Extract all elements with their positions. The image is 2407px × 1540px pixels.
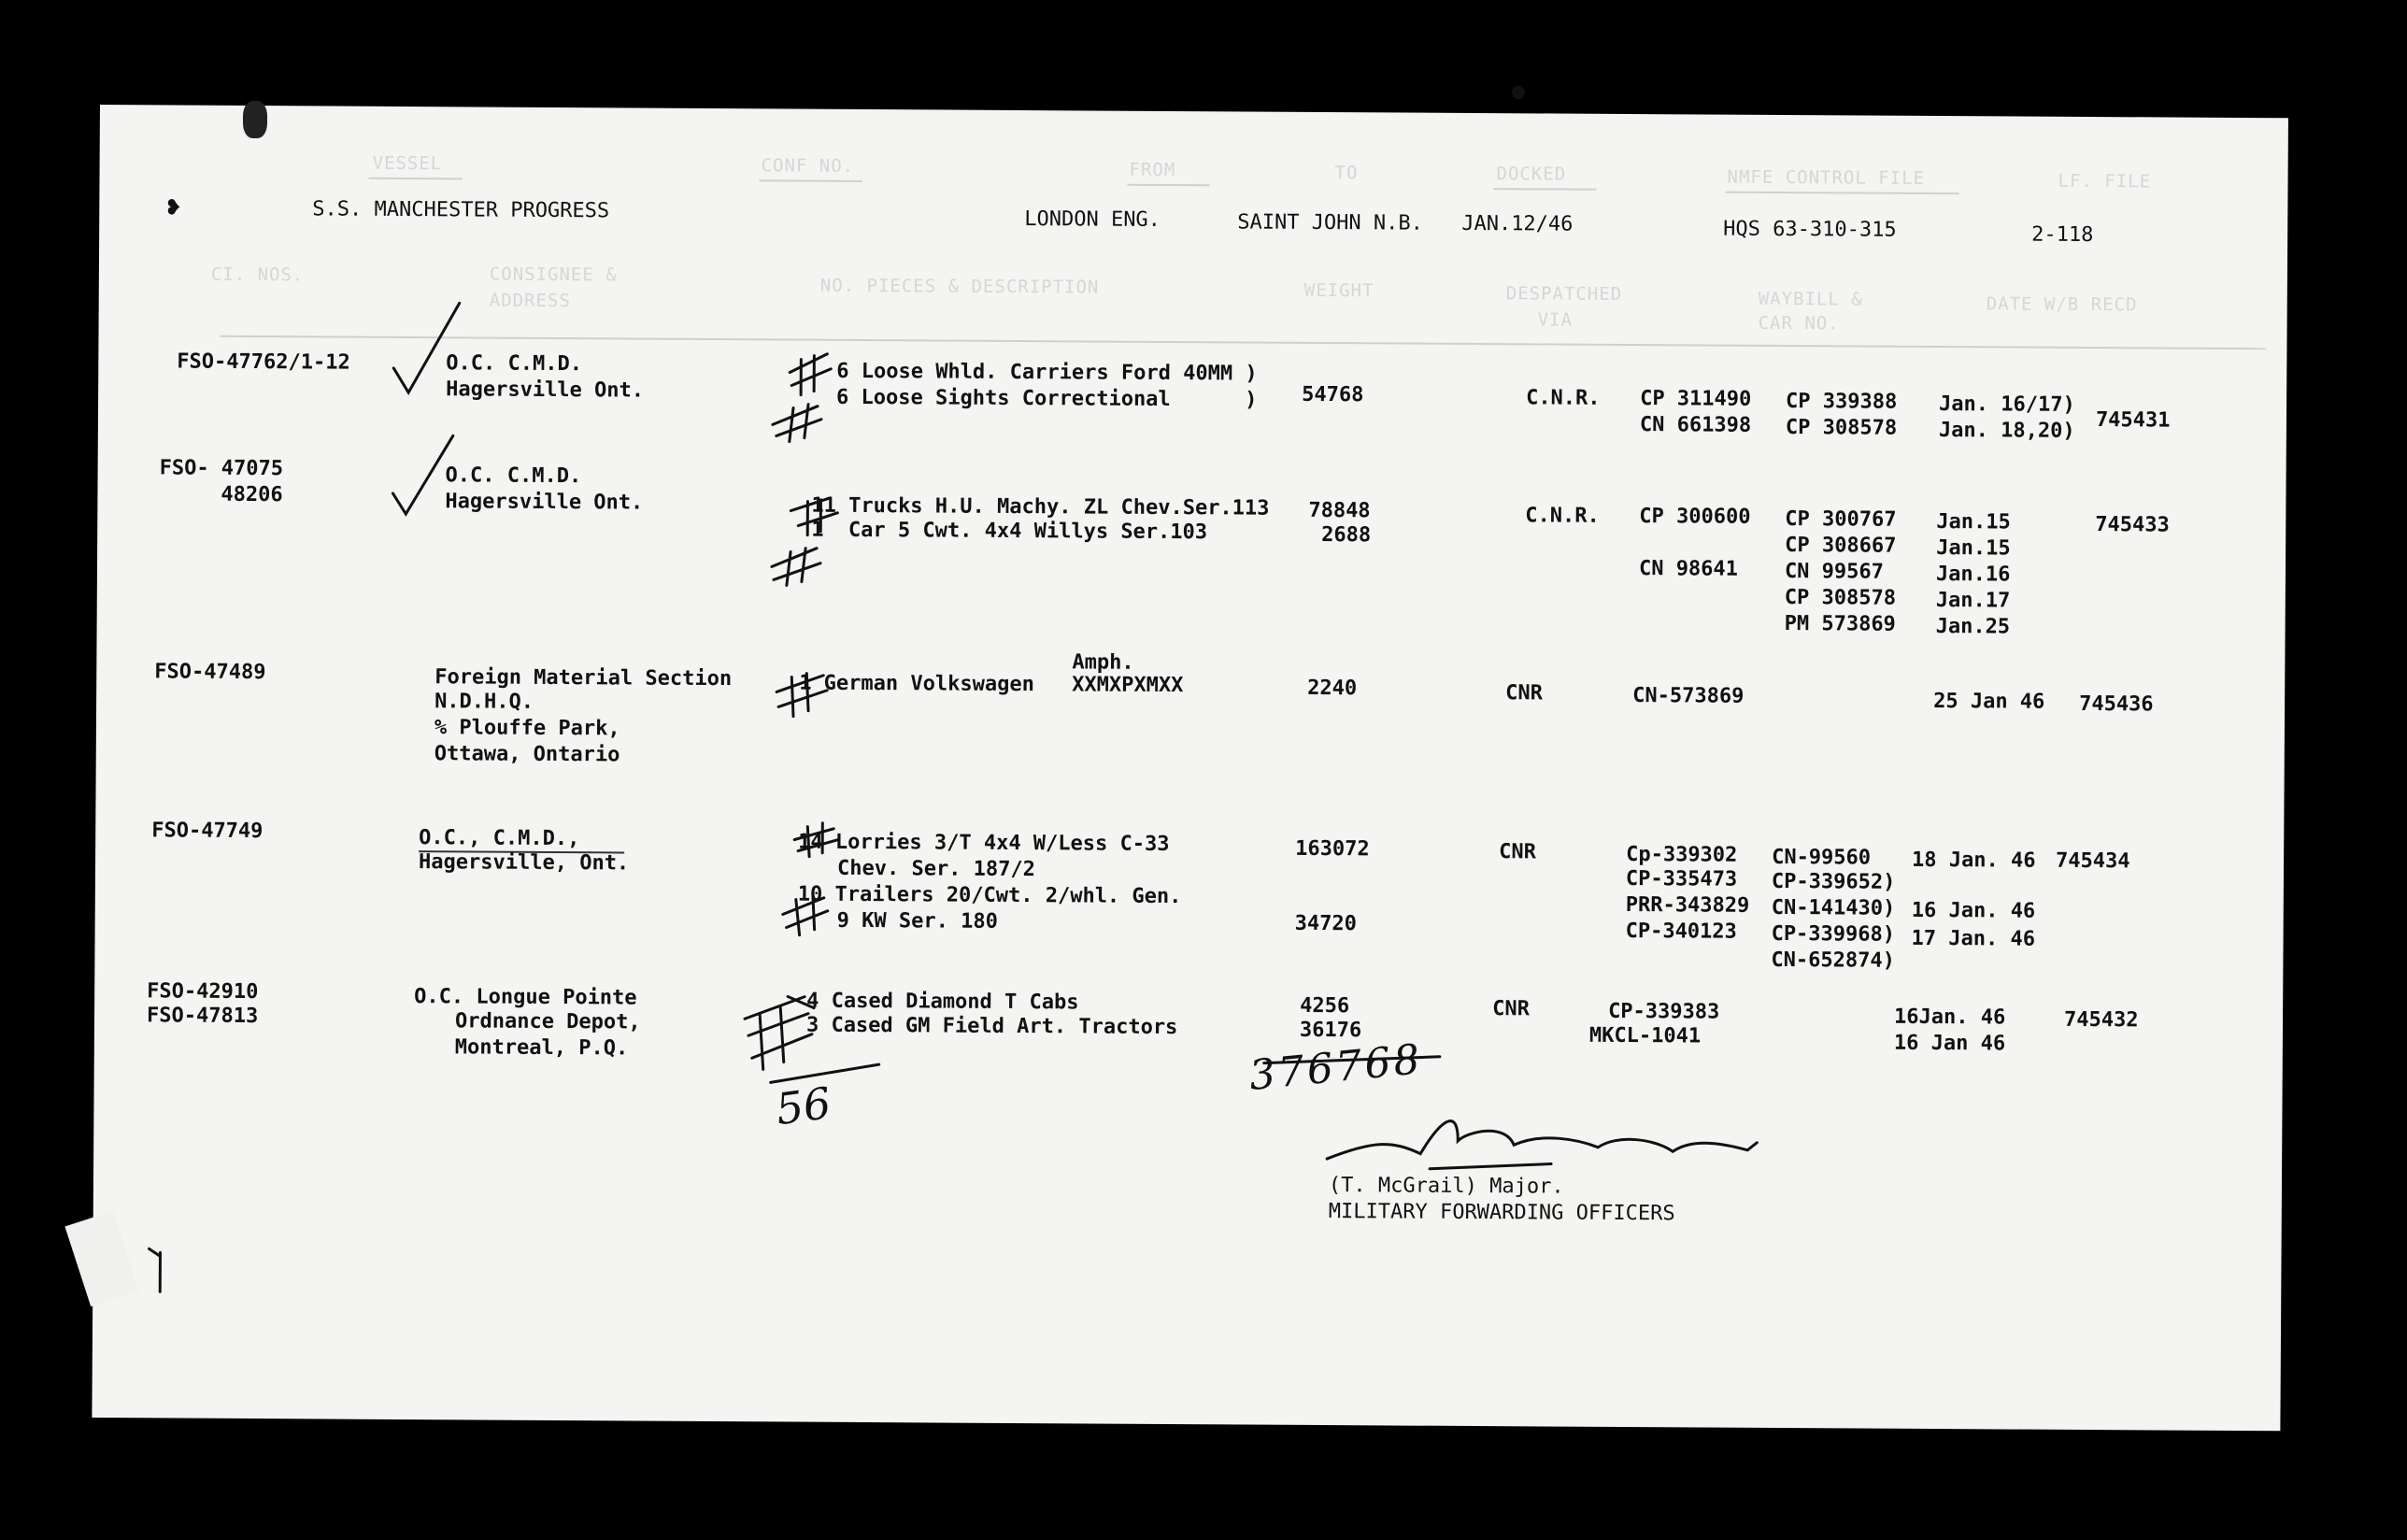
entry-2-waybill-date: Jan.16: [1935, 563, 2011, 587]
entry-2-car-number: CP 308667: [1785, 534, 1897, 558]
entry-5-reference: 745432: [2063, 1007, 2139, 1033]
handwritten-marks: [92, 105, 2288, 1431]
vessel-name: S.S. MANCHESTER PROGRESS: [312, 197, 610, 223]
entry-1-via: C.N.R.: [1526, 386, 1601, 410]
from-port: LONDON ENG.: [1024, 207, 1161, 232]
handwritten-weight-total: 376768: [1246, 1035, 1425, 1101]
entry-1-waybill-date: Jan. 16/17): [1939, 392, 2075, 417]
entry-2-weight: 78848: [1308, 498, 1371, 523]
signatory-title: MILITARY FORWARDING OFFICERS: [1328, 1200, 1675, 1226]
column-label-car-no: CAR NO.: [1758, 312, 1840, 335]
entry-4-car-number: CN-99560: [1772, 845, 1872, 870]
form-label-docked: DOCKED: [1496, 164, 1567, 185]
entry-2-via: C.N.R.: [1525, 504, 1600, 528]
column-label-waybill: WAYBILL &: [1758, 288, 1863, 310]
entry-5-consignee-line: Ordnance Depot,: [454, 1009, 641, 1034]
column-label-dispatched: DESPATCHED: [1505, 283, 1623, 305]
entry-2-ci-number: FSO- 47075: [159, 456, 284, 481]
entry-3-consignee-line: % Plouffe Park,: [434, 716, 620, 741]
entry-3-via: CNR: [1505, 681, 1544, 706]
entry-2-car-number: CP 300767: [1785, 507, 1897, 532]
entry-4-car-number: PRR-343829: [1625, 892, 1750, 918]
entry-4-car-number: CP-335473: [1625, 866, 1738, 891]
entry-5-waybill-date: 16Jan. 46: [1893, 1005, 2006, 1030]
entry-5-consignee-line: Montreal, P.Q.: [454, 1035, 629, 1061]
entry-2-car-number: CP 308578: [1784, 586, 1897, 610]
entry-2-reference: 745433: [2095, 513, 2170, 537]
entry-1-car-number: CP 311490: [1640, 387, 1752, 411]
column-label-date-wb: DATE W/B RECD: [1986, 293, 2138, 316]
entry-3-description-line: 1 German Volkswagen: [799, 671, 1034, 697]
column-label-pieces: NO. PIECES & DESCRIPTION: [819, 275, 1100, 298]
signatory-name: (T. McGrail) Major.: [1328, 1174, 1564, 1199]
entry-2-waybill-date: Jan.17: [1935, 589, 2011, 613]
entry-5-ci-number: FSO-42910: [147, 979, 259, 1005]
entry-4-ci-number: FSO-47749: [151, 819, 263, 844]
entry-4-via: CNR: [1499, 840, 1536, 864]
entry-1-description-line: 6 Loose Whld. Carriers Ford 40MM ): [836, 359, 1258, 386]
entry-5-consignee-line: O.C. Longue Pointe: [414, 985, 637, 1010]
entry-4-car-number: CP-339652): [1771, 869, 1896, 894]
entry-1-ci-number: FSO-47762/1-12: [177, 349, 350, 375]
entry-5-via: CNR: [1492, 997, 1530, 1021]
entry-5-car-number: MKCL-1041: [1588, 1023, 1702, 1048]
entry-1-reference: 745431: [2095, 408, 2171, 433]
entry-4-description-line: 10 Trailers 20/Cwt. 2/whl. Gen.: [797, 882, 1182, 909]
punch-mark: [1512, 86, 1525, 99]
tick-mark: ❥: [166, 192, 182, 221]
document-sheet: [92, 105, 2288, 1431]
entry-2-ci-number: 48206: [221, 482, 283, 507]
entry-3-consignee-line: Ottawa, Ontario: [434, 742, 620, 767]
staple-mark: [243, 101, 267, 138]
entry-4-waybill-date: 18 Jan. 46: [1912, 848, 2036, 873]
entry-3-ci-number: FSO-47489: [154, 660, 266, 685]
entry-4-waybill-date: 16 Jan. 46: [1911, 898, 2036, 923]
entry-3-weight: 2240: [1307, 676, 1358, 701]
file-number: 2-118: [2031, 222, 2094, 248]
entry-4-weight: 34720: [1294, 911, 1357, 936]
entry-2-car-number: CP 300600: [1639, 505, 1751, 529]
entry-3-strikeout-text: XXMXPXMXX: [1072, 673, 1184, 698]
form-label-to: TO: [1334, 163, 1359, 184]
entry-5-waybill-date: 16 Jan 46: [1893, 1031, 2006, 1056]
entry-5-ci-number: FSO-47813: [146, 1004, 259, 1029]
control-file-number: HQS 63-310-315: [1723, 217, 1897, 242]
form-label-from: FROM: [1129, 159, 1176, 181]
column-label-address: ADDRESS: [489, 290, 571, 312]
entry-5-description-line: 3 Cased GM Field Art. Tractors: [805, 1013, 1178, 1040]
entry-4-description-line: 14 Lorries 3/T 4x4 W/Less C-33: [798, 830, 1170, 857]
entry-4-consignee-line: Hagersville, Ont.: [418, 850, 630, 876]
entry-2-description-line: 1 Car 5 Cwt. 4x4 Willys Ser.103: [811, 518, 1208, 545]
entry-4-description-line: 9 KW Ser. 180: [836, 908, 998, 934]
entry-3-reference: 745436: [2079, 692, 2154, 717]
column-label-via: VIA: [1537, 309, 1574, 331]
entry-2-consignee-line: Hagersville Ont.: [445, 490, 644, 515]
entry-1-car-number: CP 339388: [1786, 390, 1898, 414]
entry-2-weight: 2688: [1321, 522, 1372, 548]
entry-3-waybill-date: 25 Jan 46: [1933, 689, 2045, 714]
column-label-consignee: CONSIGNEE &: [489, 264, 618, 286]
form-label-lf-file: LF. FILE: [2058, 170, 2152, 192]
entry-4-car-number: CP-340123: [1625, 919, 1737, 944]
form-label-vessel: VESSEL: [372, 152, 443, 175]
entry-4-description-line: Chev. Ser. 187/2: [836, 856, 1036, 882]
entry-4-car-number: CN-141430): [1771, 895, 1896, 920]
entry-3-description-line: Amph.: [1072, 650, 1134, 675]
entry-1-weight: 54768: [1302, 382, 1364, 407]
entry-1-consignee-line: Hagersville Ont.: [446, 378, 645, 403]
form-label-conf-no: CONF NO.: [761, 155, 855, 177]
entry-3-consignee-line: N.D.H.Q.: [434, 690, 534, 714]
entry-2-car-number: CN 99567: [1784, 560, 1885, 584]
entry-5-car-number: CP-339383: [1608, 999, 1720, 1024]
entry-4-reference: 745434: [2056, 848, 2130, 874]
entry-1-consignee-line: O.C. C.M.D.: [446, 351, 583, 377]
form-label-control-file: NMFE CONTROL FILE: [1727, 166, 1926, 189]
entry-5-description-line: 4 Cased Diamond T Cabs: [806, 989, 1079, 1015]
entry-2-description-line: 11 Trucks H.U. Machy. ZL Chev.Ser.113: [811, 493, 1270, 520]
entry-2-waybill-date: Jan.15: [1936, 536, 2011, 561]
entry-4-weight: 163072: [1295, 836, 1370, 862]
entry-2-waybill-date: Jan.25: [1935, 615, 2011, 639]
entry-1-waybill-date: Jan. 18,20): [1938, 419, 2075, 443]
entry-1-description-line: 6 Loose Sights Correctional ): [836, 385, 1258, 412]
column-label-weight: WEIGHT: [1303, 279, 1374, 302]
handwritten-pieces-total: 56: [773, 1077, 834, 1135]
entry-3-car-number: CN-573869: [1632, 684, 1745, 708]
to-port: SAINT JOHN N.B.: [1237, 210, 1424, 235]
docked-date: JAN.12/46: [1461, 211, 1574, 236]
entry-5-weight: 4256: [1300, 993, 1350, 1019]
entry-4-car-number: CN-652874): [1771, 948, 1895, 973]
entry-2-waybill-date: Jan.15: [1936, 510, 2011, 535]
column-label-ci-nos: CI. NOS.: [210, 264, 305, 286]
entry-5-weight: 36176: [1299, 1018, 1362, 1043]
entry-1-car-number: CP 308578: [1785, 416, 1898, 440]
entry-4-consignee-line: O.C., C.M.D.,: [419, 826, 580, 851]
entry-4-waybill-date: 17 Jan. 46: [1911, 926, 2036, 951]
entry-2-consignee-line: O.C. C.M.D.: [445, 463, 582, 489]
entry-4-car-number: Cp-339302: [1626, 842, 1738, 867]
entry-4-car-number: CP-339968): [1771, 921, 1896, 947]
entry-1-car-number: CN 661398: [1639, 413, 1752, 437]
entry-2-car-number: PM 573869: [1784, 612, 1896, 636]
entry-2-car-number: CN 98641: [1638, 557, 1739, 581]
entry-3-consignee-line: Foreign Material Section: [434, 665, 733, 692]
